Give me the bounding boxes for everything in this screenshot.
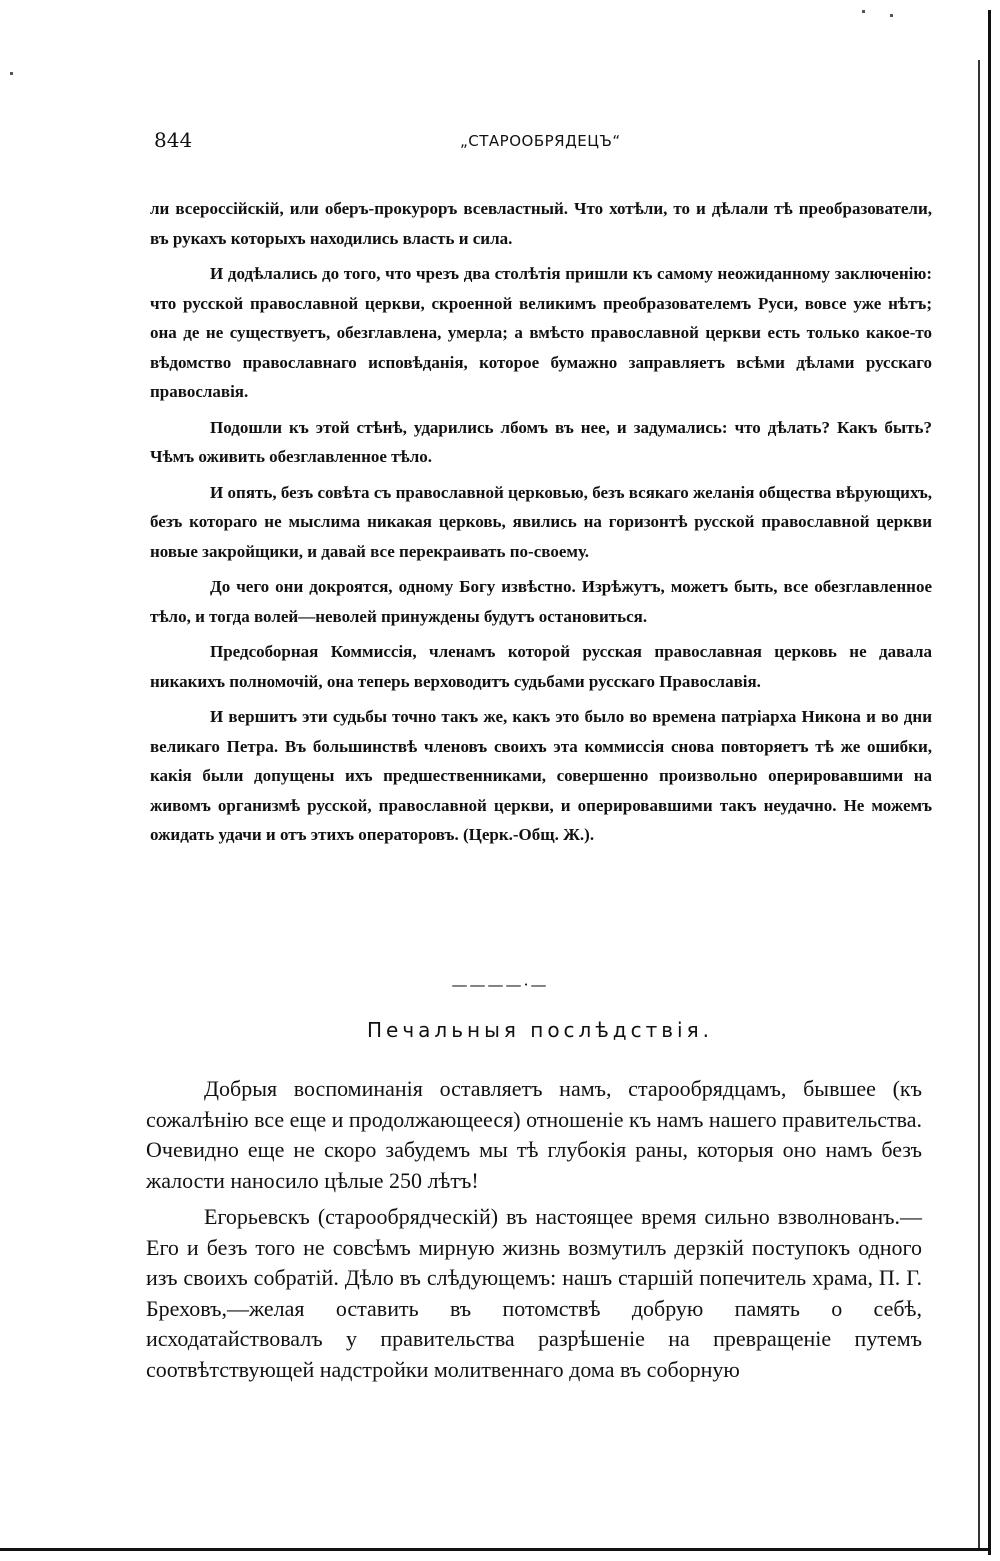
article-title: Печальныя послѣдствія. (367, 1018, 713, 1042)
page-bottom-edge (0, 1548, 990, 1551)
running-title: „СТАРООБРЯДЕЦЪ“ (460, 132, 621, 150)
section-divider: ————·— (451, 975, 549, 994)
article-continuation (150, 194, 932, 856)
scan-speck (890, 14, 893, 17)
page-edge-shadow (988, 10, 991, 1555)
page-number: 844 (154, 128, 193, 152)
page-edge-line (978, 60, 980, 1550)
scan-speck (10, 72, 13, 75)
paragraph: Егорьевскъ (старообрядческій) въ настоящее время сильно взволнованъ.—Его и безъ того не совсѣмъ мирную жизнь возмутилъ дерзкій поступокъ одного изъ своихъ собратій. Дѣло въ слѣдующемъ: нашъ старшій попечитель храма, П. Г. Бреховъ,—желая оставить въ потомствѣ добрую память о себѣ, исходатайствовалъ у правительства разрѣшеніе на превращеніе путемъ соотвѣтствующей надстройки молитвеннаго дома въ соборную (146, 1204, 922, 1382)
scan-speck (862, 10, 865, 13)
page-header (150, 128, 940, 158)
paragraph: И опять, безъ совѣта съ православной церковью, безъ всякаго желанія общества вѣрующихъ, безъ котораго не мыслима никакая церковь, явились на горизонтѣ русской православной церкви новые закройщики, и давай все перекраивать по-своему. (150, 482, 932, 561)
paragraph: Добрыя воспоминанія оставляетъ намъ, старообрядцамъ, бывшее (къ сожалѣнію все еще и продолжающееся) отношеніе къ намъ нашего правительства. Очевидно еще не скоро забудемъ мы тѣ глубокія раны, которыя оно намъ безъ жалости наносило цѣлые 250 лѣтъ! (146, 1076, 922, 1193)
paragraph: И вершитъ эти судьбы точно такъ же, какъ это было во времена патріарха Никона и во дни великаго Петра. Въ большинствѣ членовъ своихъ эта коммиссія снова повторяетъ тѣ же ошибки, какія были допущены ихъ предшественниками, совершенно произвольно оперировавшими на живомъ организмѣ русской, православной церкви, и оперировавшими такъ неудачно. Не можемъ ожидать удачи и отъ этихъ операторовъ. (Церк.-Общ. Ж.). (150, 707, 932, 844)
article-body (146, 1074, 922, 1391)
paragraph: И додѣлались до того, что чрезъ два столѣтія пришли къ самому неожиданному заключенію: что русской православной церкви, скроенной великимъ преобразователемъ Руси, вовсе уже нѣтъ; она де не существуетъ, обезглавлена, умерла; а вмѣсто православной церкви есть только какое-то вѣдомство православнаго исповѣданія, которое бумажно заправляетъ всѣми дѣлами русскаго православія. (150, 264, 932, 401)
paragraph: Предсоборная Коммиссія, членамъ которой русская православная церковь не давала никакихъ полномочій, она теперь верховодитъ судьбами русскаго Православія. (150, 642, 932, 691)
paragraph: До чего они докроятся, одному Богу извѣстно. Изрѣжутъ, можетъ быть, все обезглавленное тѣло, и тогда волей—неволей принуждены будутъ остановиться. (150, 577, 932, 626)
paragraph: ли всероссійскій, или оберъ-прокуроръ всевластный. Что хотѣли, то и дѣлали тѣ преобразователи, въ рукахъ которыхъ находились власть и сила. (150, 199, 932, 248)
paragraph: Подошли къ этой стѣнѣ, ударились лбомъ въ нее, и задумались: что дѣлать? Какъ быть? Чѣмъ оживить обезглавленное тѣло. (150, 417, 932, 466)
